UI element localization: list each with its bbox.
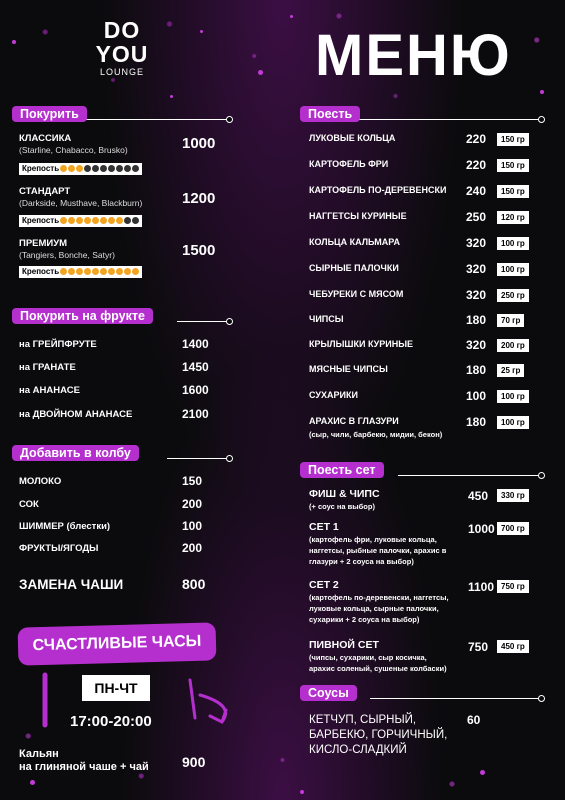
strength-dot-empty	[124, 217, 131, 224]
section-title: Поесть	[300, 106, 360, 122]
menu-item-name: КЛАССИКА	[19, 133, 72, 144]
set-desc-line: (чипсы, сухарики, сыр косичка,	[309, 653, 427, 662]
strength-dot-filled	[100, 217, 107, 224]
menu-item-desc: (Darkside, Musthave, Blackburn)	[19, 198, 143, 208]
strength-dot-empty	[84, 165, 91, 172]
section-rule	[72, 119, 228, 120]
menu-item-name: ФРУКТЫ/ЯГОДЫ	[19, 543, 99, 554]
bowl-replacement-price: 800	[182, 576, 206, 592]
menu-item-name: КАРТОФЕЛЬ ФРИ	[309, 159, 389, 169]
menu-item-price: 180	[466, 415, 487, 429]
menu-item-name: НАГГЕТСЫ КУРИНЫЕ	[309, 211, 407, 221]
menu-item-name: СТАНДАРТ	[19, 186, 71, 197]
section-header-sets	[300, 462, 548, 478]
weight-badge: 120 гр	[497, 211, 529, 224]
strength-dots	[59, 267, 139, 276]
strength-dot-empty	[100, 165, 107, 172]
logo	[92, 18, 152, 78]
menu-item-name: ШИММЕР (блестки)	[19, 521, 111, 532]
strength-dot-empty	[116, 165, 123, 172]
section-header-smoke	[12, 106, 234, 122]
menu-item-price: 250	[466, 210, 487, 224]
menu-item-price: 1600	[182, 383, 209, 397]
set-name: СЕТ 1	[309, 521, 339, 533]
menu-item-desc: (Starline, Chabacco, Brusko)	[19, 145, 128, 155]
strength-dot-filled	[84, 268, 91, 275]
menu-item-price: 320	[466, 288, 487, 302]
menu-item-price: 320	[466, 236, 487, 250]
menu-item-price: 100	[466, 389, 487, 403]
strength-dot-filled	[92, 217, 99, 224]
weight-badge: 25 гр	[497, 364, 524, 377]
happy-offer-price: 900	[182, 754, 206, 770]
happy-hours-days: ПН-ЧТ	[82, 675, 150, 701]
strength-rating	[19, 215, 142, 227]
section-title: Покурить на фрукте	[12, 308, 153, 324]
section-rule-dot	[226, 455, 233, 462]
menu-item-name: ЧЕБУРЕКИ С МЯСОМ	[309, 289, 404, 299]
menu-item-name: СОК	[19, 499, 39, 510]
set-desc-line: (картофель фри, луковые кольца,	[309, 535, 437, 544]
strength-dot-filled	[116, 268, 123, 275]
menu-item-price: 180	[466, 313, 487, 327]
menu-item-name: на АНАНАСЕ	[19, 385, 80, 396]
happy-hours-banner: СЧАСТЛИВЫЕ ЧАСЫ	[18, 622, 217, 665]
menu-item-name: СЫРНЫЕ ПАЛОЧКИ	[309, 263, 399, 273]
set-price: 1000	[468, 522, 495, 536]
bowl-replacement-name: ЗАМЕНА ЧАШИ	[19, 577, 124, 592]
decor-speck	[200, 30, 203, 33]
set-name: ПИВНОЙ СЕТ	[309, 639, 379, 651]
section-rule-dot	[538, 472, 545, 479]
sauces-price: 60	[467, 713, 481, 727]
menu-item-price: 200	[182, 497, 203, 511]
decor-speck	[12, 40, 16, 44]
set-price: 450	[468, 489, 489, 503]
strength-dot-filled	[92, 268, 99, 275]
menu-item-price: 240	[466, 184, 487, 198]
strength-dot-filled	[68, 165, 75, 172]
strength-dots	[59, 216, 139, 225]
decor-speck	[540, 90, 544, 94]
strength-dots	[59, 164, 139, 173]
section-rule-dot	[538, 116, 545, 123]
strength-rating	[19, 163, 142, 175]
strength-dot-filled	[124, 268, 131, 275]
strength-dot-filled	[108, 268, 115, 275]
section-rule	[177, 321, 228, 322]
section-header-fruit	[12, 308, 234, 324]
menu-item-price: 1400	[182, 337, 209, 351]
decor-speck	[300, 790, 304, 794]
section-header-add	[12, 445, 234, 461]
section-rule	[370, 698, 540, 699]
logo-line-2: YOU	[95, 41, 149, 67]
strength-dot-filled	[116, 217, 123, 224]
happy-hours-time: 17:00-20:00	[70, 713, 152, 730]
strength-dot-filled	[132, 268, 139, 275]
strength-rating	[19, 266, 142, 278]
menu-item-name: МЯСНЫЕ ЧИПСЫ	[309, 364, 388, 374]
set-price: 750	[468, 640, 489, 654]
section-rule-dot	[538, 695, 545, 702]
strength-dot-empty	[92, 165, 99, 172]
section-header-eat	[300, 106, 548, 122]
section-rule-dot	[226, 116, 233, 123]
decor-speck	[290, 15, 293, 18]
weight-badge: 450 гр	[497, 640, 529, 653]
strength-label: Крепость	[22, 164, 60, 173]
strength-dot-filled	[60, 217, 67, 224]
section-title: Поесть сет	[300, 462, 384, 478]
weight-badge: 150 гр	[497, 133, 529, 146]
menu-item-desc: (Tangiers, Bonche, Satyr)	[19, 250, 115, 260]
strength-dot-filled	[76, 268, 83, 275]
strength-dot-filled	[60, 165, 67, 172]
set-desc-line: (картофель по-деревенски, наггетсы,	[309, 593, 449, 602]
weight-badge: 200 гр	[497, 339, 529, 352]
strength-dot-empty	[132, 217, 139, 224]
set-price: 1100	[468, 580, 495, 594]
section-title: Покурить	[12, 106, 87, 122]
sauces-line-2: БАРБЕКЮ, ГОРЧИЧНЫЙ,	[309, 729, 448, 741]
set-name: СЕТ 2	[309, 579, 339, 591]
menu-item-name: на ДВОЙНОМ АНАНАСЕ	[19, 409, 133, 420]
menu-item-name: АРАХИС В ГЛАЗУРИ	[309, 416, 399, 426]
weight-badge: 100 гр	[497, 416, 529, 429]
menu-item-name: на ГРАНАТЕ	[19, 362, 76, 373]
menu-item-price: 1000	[182, 135, 216, 152]
menu-item-price: 220	[466, 158, 487, 172]
menu-item-name: ПРЕМИУМ	[19, 238, 68, 249]
section-rule	[167, 458, 228, 459]
menu-item-name: КРЫЛЫШКИ КУРИНЫЕ	[309, 339, 414, 349]
set-desc-line: сухарики + 2 соуса на выбор)	[309, 615, 420, 624]
menu-item-name: ЧИПСЫ	[309, 314, 344, 324]
weight-badge: 330 гр	[497, 489, 529, 502]
strength-dot-empty	[124, 165, 131, 172]
menu-item-price: 150	[182, 474, 203, 488]
menu-item-name: ЛУКОВЫЕ КОЛЬЦА	[309, 133, 396, 143]
weight-badge: 150 гр	[497, 159, 529, 172]
section-header-sauces	[300, 685, 548, 701]
strength-dot-filled	[60, 268, 67, 275]
weight-badge: 700 гр	[497, 522, 529, 535]
sauces-line-1: КЕТЧУП, СЫРНЫЙ,	[309, 714, 417, 726]
menu-item-price: 1500	[182, 242, 216, 259]
menu-item-name: на ГРЕЙПФРУТЕ	[19, 339, 97, 350]
strength-dot-empty	[132, 165, 139, 172]
weight-badge: 100 гр	[497, 237, 529, 250]
happy-offer-line-2: на глиняной чаше + чай	[19, 761, 149, 773]
decor-speck	[258, 70, 263, 75]
menu-item-price: 2100	[182, 407, 209, 421]
section-rule-dot	[226, 318, 233, 325]
menu-item-price: 200	[182, 541, 203, 555]
set-desc-line: луковые кольца, сырные палочки,	[309, 604, 439, 613]
sauces-line-3: КИСЛО-СЛАДКИЙ	[309, 744, 407, 756]
strength-dot-filled	[68, 217, 75, 224]
set-desc-line: наггетсы, рыбные палочки, арахис в	[309, 546, 447, 555]
set-desc-line: (+ соус на выбор)	[309, 502, 375, 511]
decor-speck	[30, 780, 35, 785]
menu-item-price: 1450	[182, 360, 209, 374]
menu-item-name: СУХАРИКИ	[309, 390, 358, 400]
logo-line-1: DO	[103, 17, 141, 43]
strength-label: Крепость	[22, 216, 60, 225]
decor-speck	[480, 770, 485, 775]
menu-item-price: 320	[466, 262, 487, 276]
section-rule	[358, 119, 540, 120]
section-title: Добавить в колбу	[12, 445, 139, 461]
weight-badge: 100 гр	[497, 263, 529, 276]
strength-dot-empty	[108, 165, 115, 172]
set-name: ФИШ & ЧИПС	[309, 488, 380, 500]
menu-item-price: 1200	[182, 190, 216, 207]
page-title: МЕНЮ	[315, 23, 512, 88]
strength-dot-filled	[76, 217, 83, 224]
weight-badge: 70 гр	[497, 314, 524, 327]
happy-offer-line-1: Кальян	[19, 748, 59, 760]
strength-dot-filled	[76, 165, 83, 172]
menu-item-price: 180	[466, 363, 487, 377]
menu-item-name: КОЛЬЦА КАЛЬМАРА	[309, 237, 400, 247]
strength-dot-filled	[68, 268, 75, 275]
menu-item-name: КАРТОФЕЛЬ ПО-ДЕРЕВЕНСКИ	[309, 185, 447, 195]
strength-dot-filled	[100, 268, 107, 275]
logo-line-3: LOUNGE	[99, 67, 144, 77]
strength-label: Крепость	[22, 267, 60, 276]
menu-item-price: 320	[466, 338, 487, 352]
set-desc-line: арахис соленый, сушеные колбаски)	[309, 664, 447, 673]
weight-badge: 250 гр	[497, 289, 529, 302]
weight-badge: 100 гр	[497, 390, 529, 403]
strength-dot-filled	[108, 217, 115, 224]
weight-badge: 750 гр	[497, 580, 529, 593]
set-desc-line: глазури + 2 соуса на выбор)	[309, 557, 414, 566]
section-title: Соусы	[300, 685, 357, 701]
section-rule	[398, 475, 540, 476]
menu-item-name: МОЛОКО	[19, 476, 62, 487]
menu-item-desc: (сыр, чили, барбекю, мидии, бекон)	[309, 430, 443, 439]
decor-speck	[170, 95, 173, 98]
strength-dot-filled	[84, 217, 91, 224]
weight-badge: 150 гр	[497, 185, 529, 198]
menu-item-price: 100	[182, 519, 203, 533]
menu-item-price: 220	[466, 132, 487, 146]
